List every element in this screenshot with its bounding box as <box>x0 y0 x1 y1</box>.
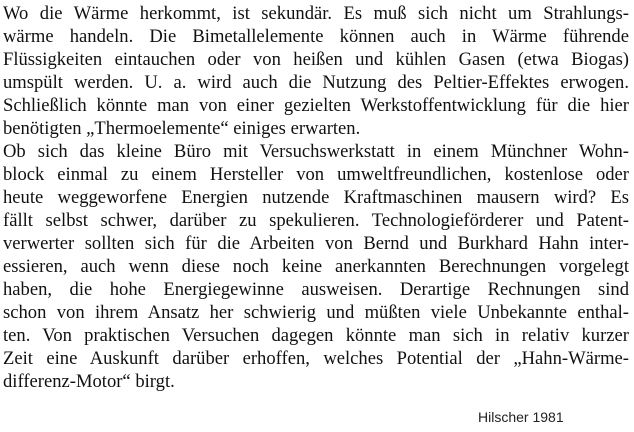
text-line: verwerter sollten sich für die Arbeiten von Bernd und Burkhard Hahn inter- <box>3 233 629 254</box>
source-caption: Hilscher 1981 <box>478 409 564 425</box>
text-line: wärme handeln. Die Bimetallelemente können auch in Wärme führende <box>3 26 629 47</box>
text-line: Ob sich das kleine Büro mit Versuchswerkstatt in einem Münchner Wohn- <box>3 141 629 162</box>
text-line: fällt selbst schwer, darüber zu spekulieren. Technologieförderer und Patent- <box>3 210 629 231</box>
text-line: differenz-Motor“ birgt. <box>3 371 175 392</box>
document-page <box>3 0 629 432</box>
text-line: benötigten „Thermoelemente“ einiges erwarten. <box>3 118 361 139</box>
text-line: haben, die hohe Energiegewinne ausweisen. Derartige Rechnungen sind <box>3 279 629 300</box>
text-line: schon von ihrem Ansatz her schwierig und müßten viele Unbekannte enthal- <box>3 302 629 323</box>
text-line: ten. Von praktischen Versuchen dagegen könnte man sich in relativ kurzer <box>3 325 629 346</box>
text-line: essieren, auch wenn diese noch keine anerkannten Berechnungen vorgelegt <box>3 256 629 277</box>
text-line: Flüssigkeiten eintauchen oder von heißen und kühlen Gasen (etwa Biogas) <box>3 49 629 70</box>
text-line: Zeit eine Auskunft darüber erhoffen, welches Potential der „Hahn-Wärme- <box>3 348 629 369</box>
text-line: umspült werden. U. a. wird auch die Nutzung des Peltier-Effektes erwogen. <box>3 72 629 93</box>
text-line: block einmal zu einem Hersteller von umweltfreundlichen, kostenlose oder <box>3 164 629 185</box>
text-line: heute weggeworfene Energien nutzende Kraftmaschinen mausern wird? Es <box>3 187 629 208</box>
text-line: Wo die Wärme herkommt, ist sekundär. Es muß sich nicht um Strahlungs- <box>3 3 629 24</box>
text-line: Schließlich könnte man von einer gezielten Werkstoffentwicklung für die hier <box>3 95 629 116</box>
